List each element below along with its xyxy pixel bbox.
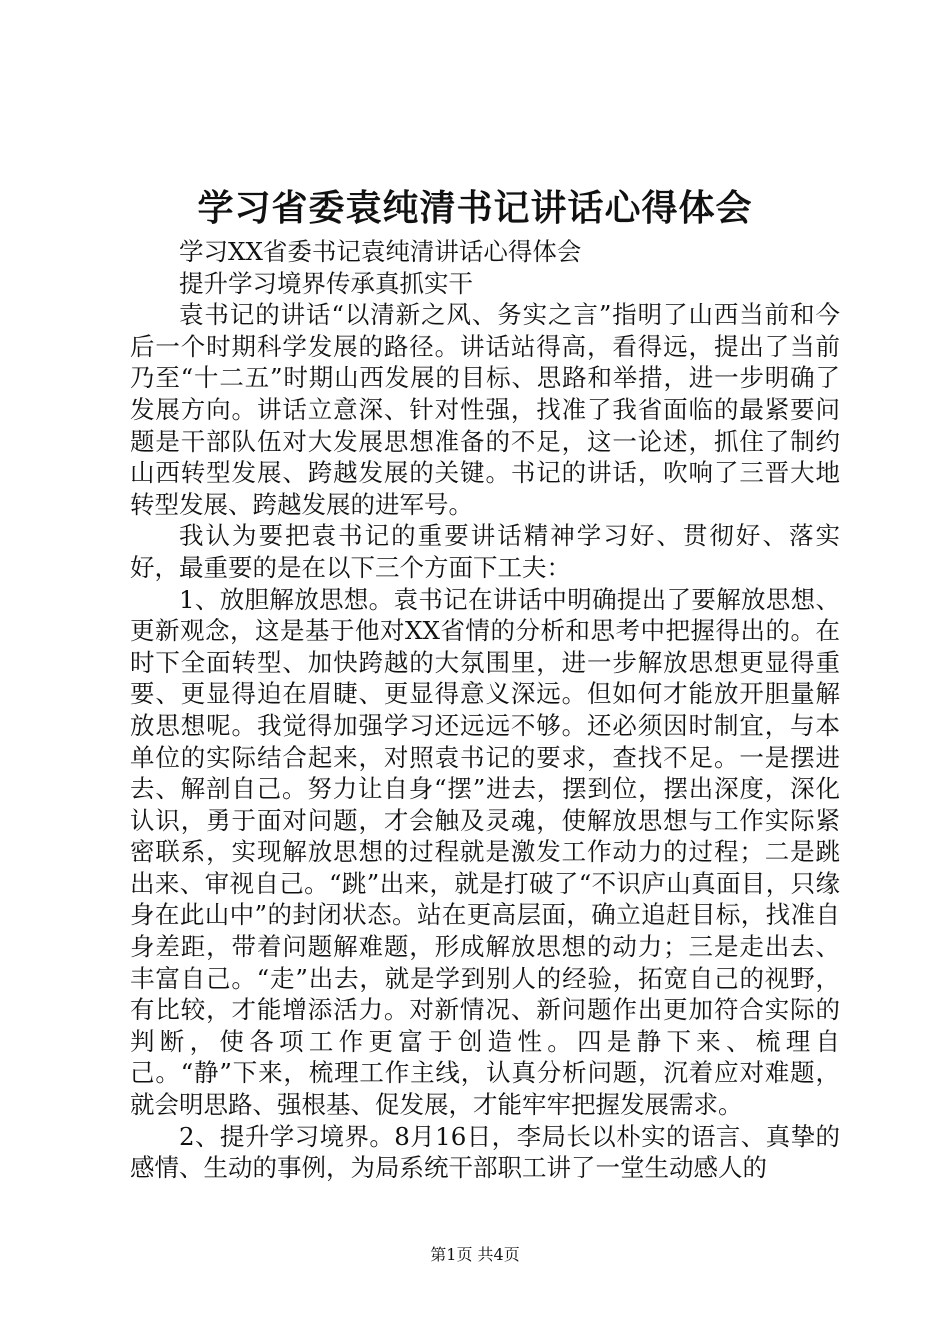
page-number: 第1页 共4页 xyxy=(430,1245,520,1264)
body-paragraph: 袁书记的讲话“以清新之风、务实之言”指明了山西当前和今后一个时期科学发展的路径。讲话站得高，看得远，提出了当前乃至“十二五”时期山西发展的目标、思路和举措，进一步明确了发展方向。讲话立意深、针对性强，找准了我省面临的最紧要问题是干部队伍对大发展思想准备的不足，这一论述，抓住了制约山西转型发展、跨越发展的关键。书记的讲话，吹响了三晋大地转型发展、跨越发展的进军号。 xyxy=(130,300,840,519)
document-body xyxy=(130,236,840,1184)
body-paragraph: 2、提升学习境界。8月16日，李局长以朴实的语言、真挚的感情、生动的事例，为局系统干部职工讲了一堂生动感人的 xyxy=(130,1121,840,1183)
body-paragraph: 1、放胆解放思想。袁书记在讲话中明确提出了要解放思想、更新观念，这是基于他对XX省情的分析和思考中把握得出的。在时下全面转型、加快跨越的大氛围里，进一步解放思想更显得重要、更显得迫在眉睫、更显得意义深远。但如何才能放开胆量解放思想呢。我觉得加强学习还远远不够。还必须因时制宜，与本单位的实际结合起来，对照袁书记的要求，查找不足。一是摆进去、解剖自己。努力让自身“摆”进去，摆到位，摆出深度，深化认识，勇于面对问题，才会触及灵魂，使解放思想与工作实际紧密联系，实现解放思想的过程就是激发工作动力的过程；二是跳出来、审视自己。“跳”出来，就是打破了“不识庐山真面目，只缘身在此山中”的封闭状态。站在更高层面，确立追赶目标，找准自身差距，带着问题解难题，形成解放思想的动力；三是走出去、丰富自己。“走”出去，就是学到别人的经验，拓宽自己的视野，有比较，才能增添活力。对新情况、新问题作出更加符合实际的判断，使各项工作更富于创造性。四是静下来、梳理自己。“静”下来，梳理工作主线，认真分析问题，沉着应对难题，就会明思路、强根基、促发展，才能牢牢把握发展需求。 xyxy=(130,584,840,1120)
subtitle-paragraph: 学习XX省委书记袁纯清讲话心得体会 xyxy=(179,237,582,266)
subheading-paragraph: 提升学习境界传承真抓实干 xyxy=(179,268,473,298)
page-title: 学习省委袁纯清书记讲话心得体会 xyxy=(197,187,753,229)
body-paragraph: 我认为要把袁书记的重要讲话精神学习好、贯彻好、落实好，最重要的是在以下三个方面下工夫： xyxy=(130,521,840,582)
